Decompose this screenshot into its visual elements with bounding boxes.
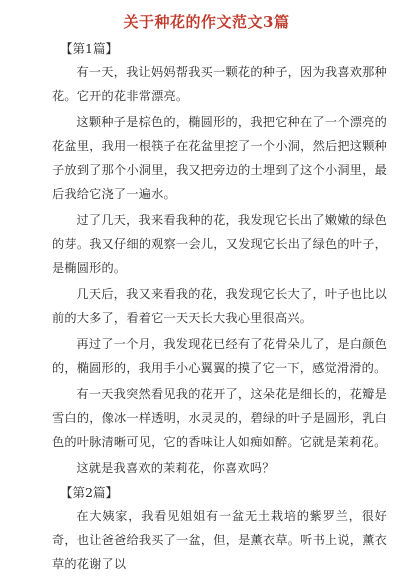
paragraph: 有一天，我让妈妈帮我买一颗花的种子，因为我喜欢那种花。它开的花非常漂亮。: [52, 65, 387, 103]
section-heading-2: 【第2篇】: [60, 485, 118, 500]
paragraph: 几天后，我又来看我的花，我发现它长大了，叶子也比以前的大多了，看着它一天天长大我心里很高兴。: [52, 287, 387, 325]
paragraph: 过了几天，我来看我种的花，我发现它长出了嫩嫩的绿色的芽。我又仔细的观察一会儿，又发现它长出了绿色的叶子，是椭圆形的。: [52, 213, 387, 275]
section-heading-1: 【第1篇】: [60, 41, 118, 56]
paragraph: 再过了一个月，我发现花已经有了花骨朵儿了，是白颜色的，椭圆形的，我用手小心翼翼的摸了它一下，感觉滑滑的。: [52, 337, 387, 375]
paragraph: 在大姨家，我看见姐姐有一盆无土栽培的紫罗兰，很好奇，也让爸爸给我买了一盆，但，是薰衣草。听书上说，薰衣草的花谢了以: [52, 509, 387, 571]
paragraph: 这颗种子是棕色的，椭圆形的，我把它种在了一个漂亮的花盆里，我用一根筷子在花盆里挖了一个小洞，然后把这颗种子放到了那个小洞里，我又把旁边的土埋到了这个小洞里，最后我给它浇了一遍水。: [52, 115, 387, 201]
paragraph: 有一天我突然看见我的花开了，这朵花是细长的，花瓣是雪白的，像冰一样透明，水灵灵的，碧绿的叶子是圆形，乳白色的叶脉清晰可见，它的香味让人如痴如醉。它就是茉莉花。: [52, 387, 387, 449]
document-title: 关于种花的作文范文3篇: [123, 13, 290, 31]
paragraph: 这就是我喜欢的茉莉花，你喜欢吗？: [76, 461, 275, 475]
